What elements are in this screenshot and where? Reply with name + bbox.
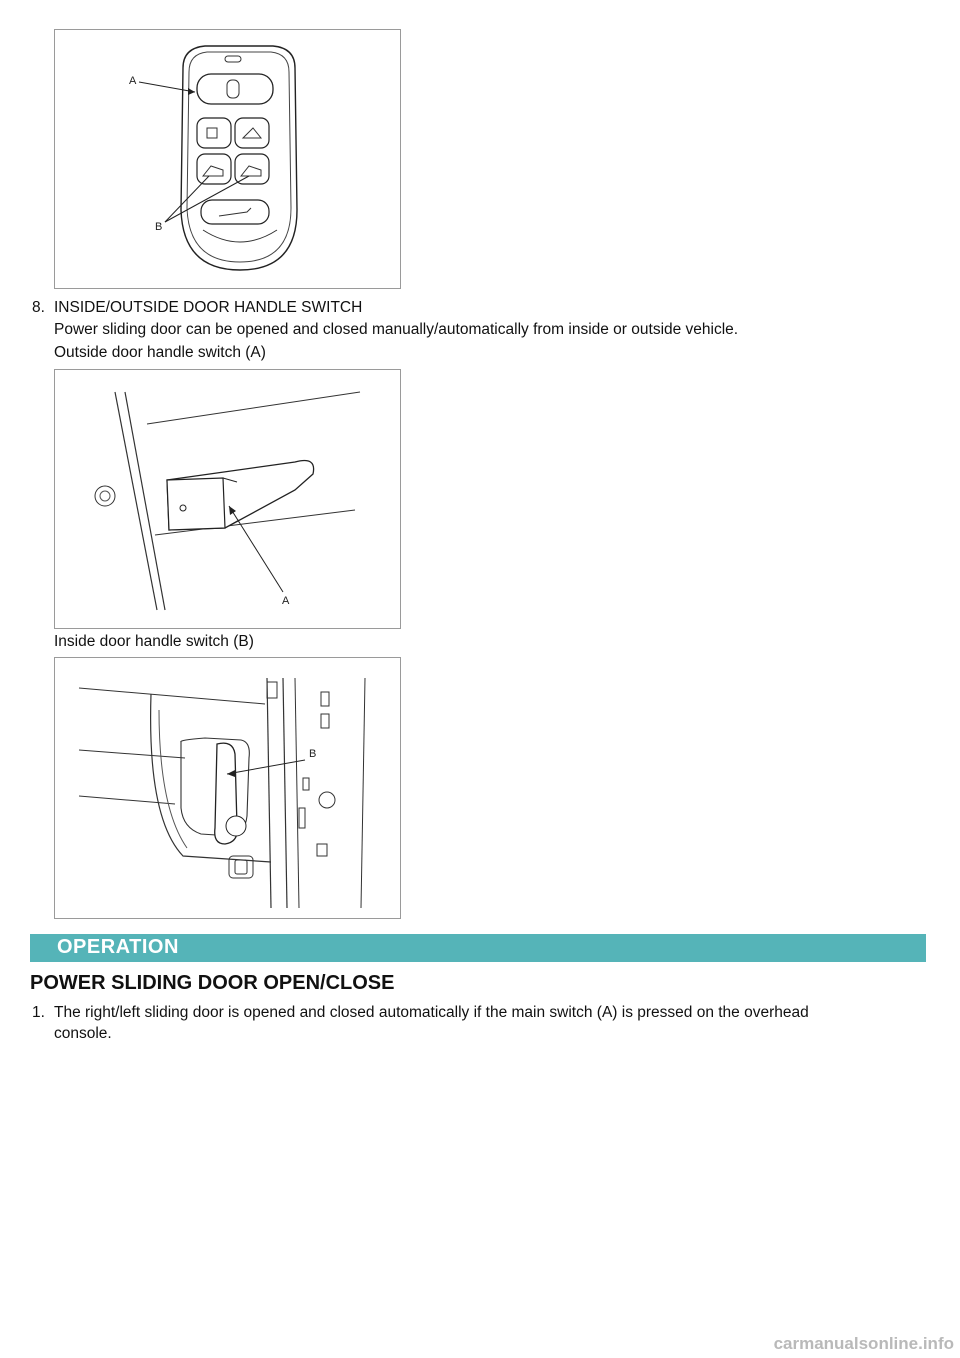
inside-handle-caption: Inside door handle switch (B) bbox=[54, 633, 254, 650]
banner-title: OPERATION bbox=[57, 936, 179, 958]
label-a: A bbox=[282, 595, 290, 607]
label-b: B bbox=[309, 748, 317, 760]
label-a: A bbox=[129, 75, 137, 87]
section-heading: POWER SLIDING DOOR OPEN/CLOSE bbox=[30, 972, 395, 994]
outside-handle-figure bbox=[54, 369, 401, 629]
op-step-line1: The right/left sliding door is opened and closed automatically if the main switch (A) is pressed on the overhead bbox=[54, 1004, 809, 1021]
label-b: B bbox=[155, 221, 163, 233]
step-number: 8. bbox=[32, 299, 45, 316]
step-title: INSIDE/OUTSIDE DOOR HANDLE SWITCH bbox=[54, 299, 363, 316]
op-step-number: 1. bbox=[32, 1004, 45, 1021]
inside-handle-figure bbox=[54, 657, 401, 919]
outside-handle-caption: Outside door handle switch (A) bbox=[54, 344, 266, 361]
remote-key-figure bbox=[54, 29, 401, 289]
op-step-line2: console. bbox=[54, 1025, 112, 1042]
watermark: carmanualsonline.info bbox=[773, 1334, 954, 1353]
step-description: Power sliding door can be opened and closed manually/automatically from inside or outside vehicle. bbox=[54, 321, 739, 338]
operation-banner bbox=[30, 934, 926, 962]
